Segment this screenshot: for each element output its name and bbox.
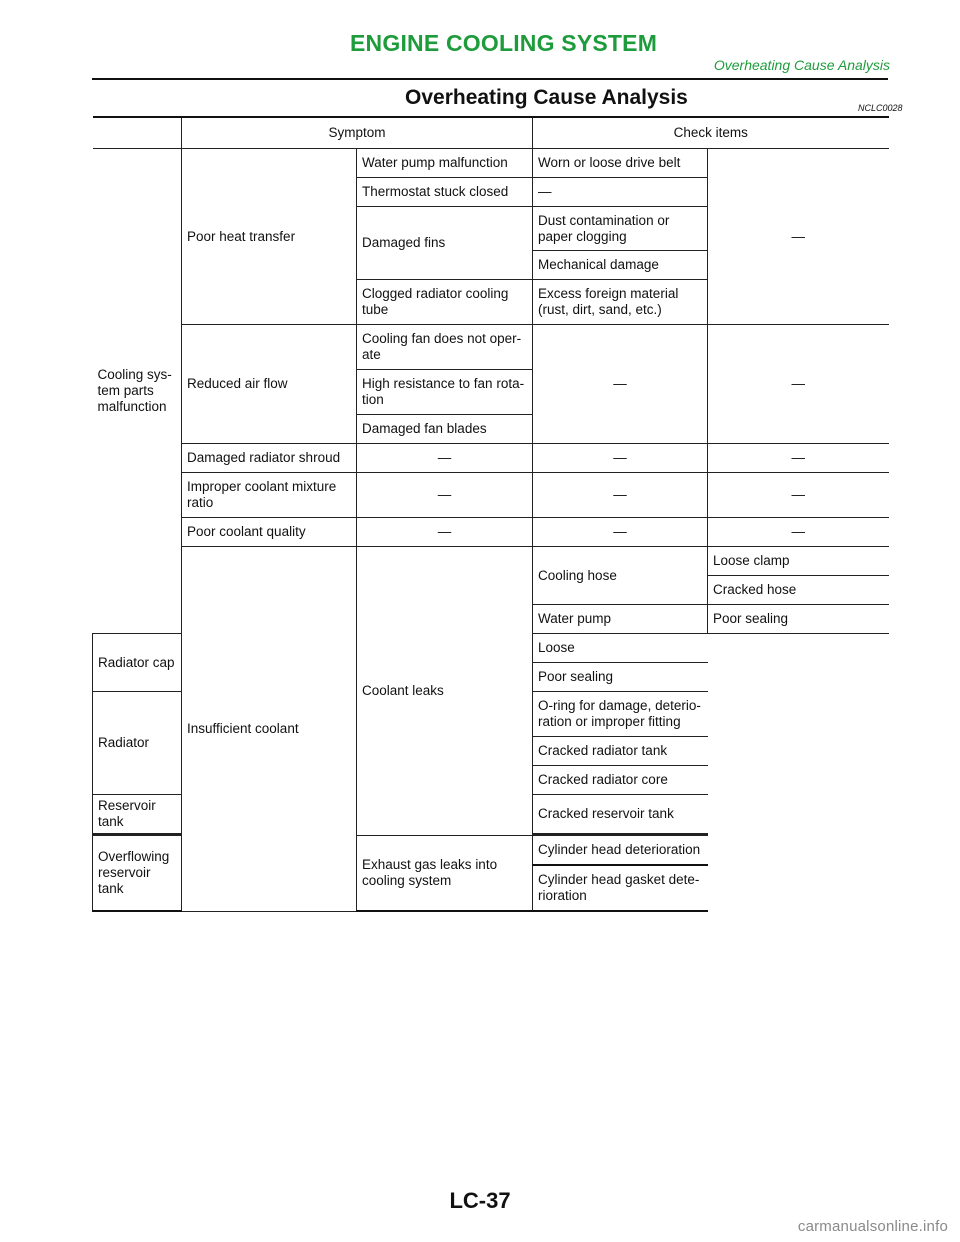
table-cell: O-ring for damage, deterio- ration or improper fitting (533, 692, 708, 737)
table-cell: Reservoir tank (93, 795, 182, 834)
table-cell: Damaged fins (357, 207, 533, 280)
table-cell: Mechanical damage (533, 251, 708, 280)
table-cell: Cylinder head deterioration (533, 836, 708, 866)
table-cell: Radiator cap (93, 634, 182, 692)
dash-cell: — (708, 518, 889, 547)
doc-code: NCLC0028 (858, 103, 903, 113)
header-check-items: Check items (533, 117, 889, 149)
table-row (93, 444, 889, 473)
dash-cell: — (533, 518, 708, 547)
table-cell: Loose clamp (708, 547, 889, 576)
header-symptom: Symptom (182, 117, 533, 149)
dash-cell: — (357, 444, 533, 473)
table-cell: Radiator (93, 692, 182, 795)
table-row (93, 149, 889, 178)
dash-cell: — (708, 444, 889, 473)
reduced-air-flow-cell: Reduced air flow (182, 325, 357, 444)
table-cell: Clogged radiator cooling tube (357, 280, 533, 325)
table-row (93, 473, 889, 518)
dash-cell: — (533, 473, 708, 518)
section-title: ENGINE COOLING SYSTEM (350, 30, 658, 56)
watermark: carmanualsonline.info (797, 1218, 948, 1235)
table-cell: Exhaust gas leaks into cooling system (357, 836, 533, 912)
table-header-row (93, 117, 889, 149)
table-cell: Thermostat stuck closed (357, 178, 533, 207)
table-cell: Cracked reservoir tank (533, 795, 708, 834)
header-blank (93, 117, 182, 149)
table-cell: Damaged radiator shroud (182, 444, 357, 473)
table-cell: Poor sealing (533, 663, 708, 692)
table-cell: Poor sealing (708, 605, 889, 634)
table-cell: Cooling fan does not oper- ate (357, 325, 533, 370)
table-row (93, 547, 889, 576)
table-cell: Water pump (533, 605, 708, 634)
table-row (93, 518, 889, 547)
table-cell: Excess foreign material (rust, dirt, sand, etc.) (533, 280, 708, 325)
section-subtitle: Overheating Cause Analysis (713, 57, 890, 73)
overheating-cause-table (92, 116, 889, 912)
insufficient-coolant-cell: Insufficient coolant (182, 547, 357, 912)
table-row (93, 325, 889, 370)
dash-cell: — (533, 325, 708, 444)
coolant-leaks-cell: Coolant leaks (357, 547, 533, 836)
table-cell: Dust contamination or paper clogging (533, 207, 708, 251)
table-cell: Cooling hose (533, 547, 708, 605)
table-cell: Cylinder head gasket dete- rioration (533, 865, 708, 911)
dash-cell: — (533, 178, 708, 207)
dash-cell: — (357, 518, 533, 547)
table-cell: Poor coolant quality (182, 518, 357, 547)
table-cell: Damaged fan blades (357, 415, 533, 444)
table-cell: Improper coolant mixture ratio (182, 473, 357, 518)
table-cell: Water pump malfunction (357, 149, 533, 178)
dash-cell: — (708, 149, 889, 325)
table-cell: High resistance to fan rota- tion (357, 370, 533, 415)
header-rule (92, 78, 888, 80)
poor-heat-transfer-cell: Poor heat transfer (182, 149, 357, 325)
page-title: Overheating Cause Analysis (405, 86, 688, 109)
dash-cell: — (708, 473, 889, 518)
table-cell: Cracked radiator tank (533, 737, 708, 766)
table-cell: Worn or loose drive belt (533, 149, 708, 178)
table-cell: Cracked radiator core (533, 766, 708, 795)
table-cell: Overflowing reservoir tank (93, 836, 182, 912)
table-cell: Cracked hose (708, 576, 889, 605)
table-cell: Loose (533, 634, 708, 663)
dash-cell: — (357, 473, 533, 518)
dash-cell: — (708, 325, 889, 444)
dash-cell: — (533, 444, 708, 473)
category-cell: Cooling sys- tem parts malfunction (93, 149, 182, 634)
page-number: LC-37 (449, 1188, 511, 1213)
